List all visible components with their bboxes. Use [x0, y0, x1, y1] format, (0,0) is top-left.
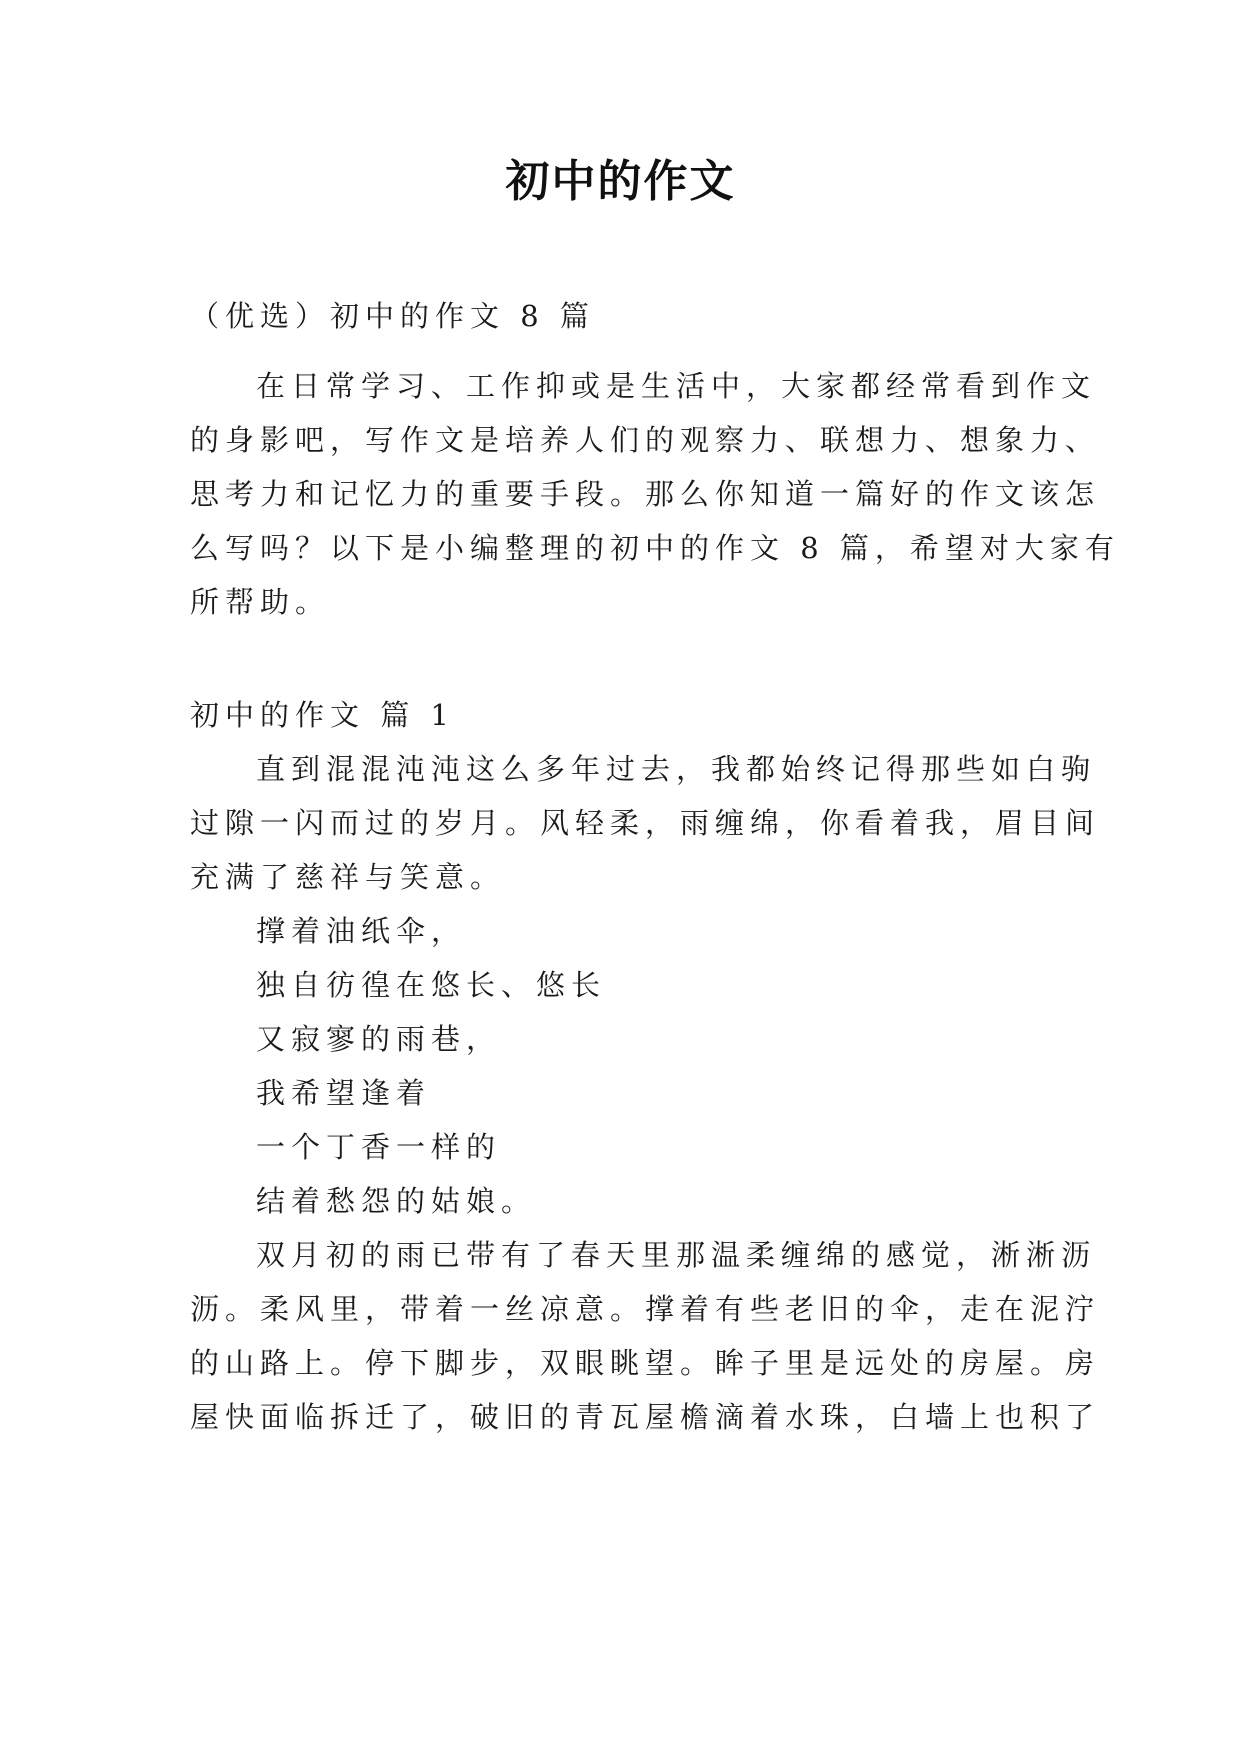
intro-line-5: 所帮助。 — [190, 585, 331, 619]
poem-line-6: 结着愁怨的姑娘。 — [256, 1184, 537, 1218]
poem-line-3: 又寂寥的雨巷， — [256, 1022, 502, 1056]
intro-line-4: 么写吗？以下是小编整理的初中的作文 8 篇，希望对大家有 — [190, 531, 1120, 565]
para2-line-1: 双月初的雨已带有了春天里那温柔缠绵的感觉，淅淅沥 — [256, 1238, 1097, 1272]
para2-line-4: 屋快面临拆迁了，破旧的青瓦屋檐滴着水珠，白墙上也积了 — [190, 1400, 1101, 1434]
poem-line-5: 一个丁香一样的 — [256, 1130, 502, 1164]
poem-line-4: 我希望逢着 — [256, 1076, 432, 1110]
para1-line-2: 过隙一闪而过的岁月。风轻柔，雨缠绵，你看着我，眉目间 — [190, 806, 1101, 840]
intro-line-3: 思考力和记忆力的重要手段。那么你知道一篇好的作文该怎 — [190, 477, 1101, 511]
intro-line-2: 的身影吧，写作文是培养人们的观察力、联想力、想象力、 — [190, 423, 1101, 457]
poem-line-2: 独自彷徨在悠长、悠长 — [256, 968, 607, 1002]
section-heading: 初中的作文 篇 1 — [190, 698, 455, 732]
intro-line-1: 在日常学习、工作抑或是生活中，大家都经常看到作文 — [256, 369, 1097, 403]
document-title: 初中的作文 — [505, 156, 736, 207]
para2-line-2: 沥。柔风里，带着一丝凉意。撑着有些老旧的伞，走在泥泞 — [190, 1292, 1101, 1326]
para1-line-1: 直到混混沌沌这么多年过去，我都始终记得那些如白驹 — [256, 752, 1097, 786]
para1-line-3: 充满了慈祥与笑意。 — [190, 860, 506, 894]
para2-line-3: 的山路上。停下脚步，双眼眺望。眸子里是远处的房屋。房 — [190, 1346, 1101, 1380]
document-subtitle: （优选）初中的作文 8 篇 — [190, 299, 595, 333]
poem-line-1: 撑着油纸伞， — [256, 914, 467, 948]
